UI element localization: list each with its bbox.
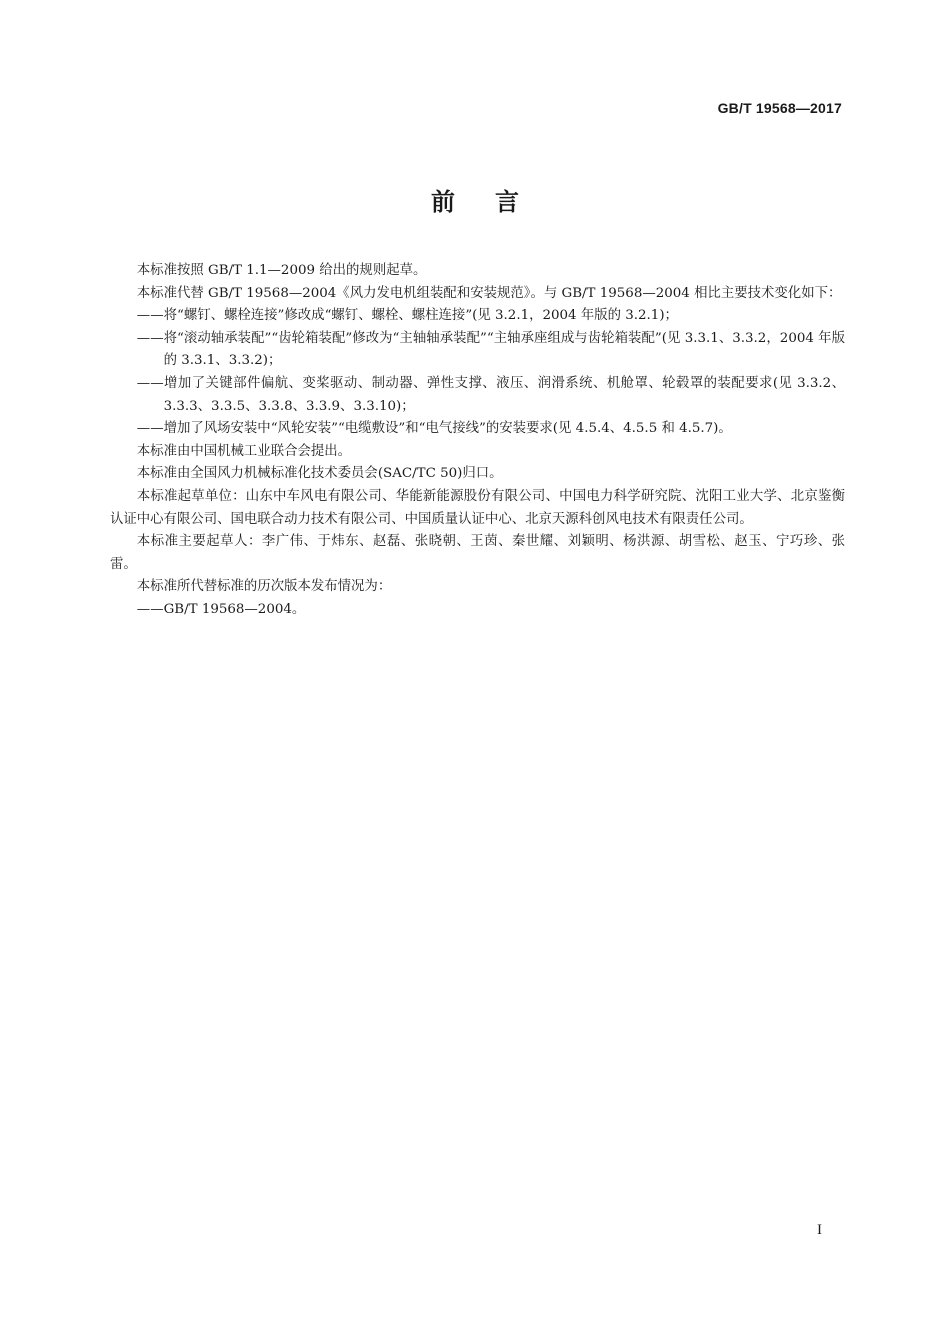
paragraph-drafting-units: 本标准起草单位：山东中车风电有限公司、华能新能源股份有限公司、中国电力科学研究院、沈阳工业大学、北京鉴衡认证中心有限公司、国电联合动力技术有限公司、中国质量认证中心、北京天源科创风电技术有限责任公司。 bbox=[110, 488, 845, 527]
paragraph-proposer: 本标准由中国机械工业联合会提出。 bbox=[136, 443, 352, 459]
page-title: 前言 bbox=[431, 188, 559, 216]
list-item-history: ——GB/T 19568—2004。 bbox=[136, 601, 306, 617]
paragraph-history-intro: 本标准所代替标准的历次版本发布情况为： bbox=[136, 579, 392, 595]
foreword-body bbox=[110, 260, 845, 622]
paragraph-drafting-rules: 本标准按照 GB/T 1.1—2009 给出的规则起草。 bbox=[136, 263, 427, 278]
list-item-change: ——将“螺钉、螺栓连接”修改成“螺钉、螺栓、螺柱连接”(见 3.2.1，2004 年版的 3.2.1)； bbox=[136, 308, 678, 324]
standard-code: GB/T 19568—2017 bbox=[717, 100, 842, 116]
paragraph-replacement: 本标准代替 GB/T 19568—2004《风力发电机组装配和安装规范》。与 GB/T 19568—2004 相比主要技术变化如下： bbox=[136, 285, 842, 301]
list-item-change: ——增加了风场安装中“风轮安装”“电缆敷设”和“电气接线”的安装要求(见 4.5.4、4.5.5 和 4.5.7)。 bbox=[136, 421, 732, 437]
list-item-change: ——增加了关键部件偏航、变桨驱动、制动器、弹性支撑、液压、润滑系统、机舱罩、轮毂罩的装配要求(见 3.3.2、3.3.3、3.3.5、3.3.8、3.3.9、3.3.10)； bbox=[136, 375, 845, 414]
list-item-change: ——将“滚动轴承装配”“齿轮箱装配”修改为“主轴轴承装配”“主轴承座组成与齿轮箱装配”(见 3.3.1、3.3.2，2004 年版的 3.3.1、3.3.2)； bbox=[136, 330, 845, 369]
paragraph-committee: 本标准由全国风力机械标准化技术委员会(SAC/TC 50)归口。 bbox=[136, 466, 503, 482]
page-number: I bbox=[817, 1222, 822, 1238]
paragraph-drafters: 本标准主要起草人：李广伟、于炜东、赵磊、张晓朝、王茵、秦世耀、刘颖明、杨洪源、胡雪松、赵玉、宁巧珍、张雷。 bbox=[110, 534, 845, 572]
